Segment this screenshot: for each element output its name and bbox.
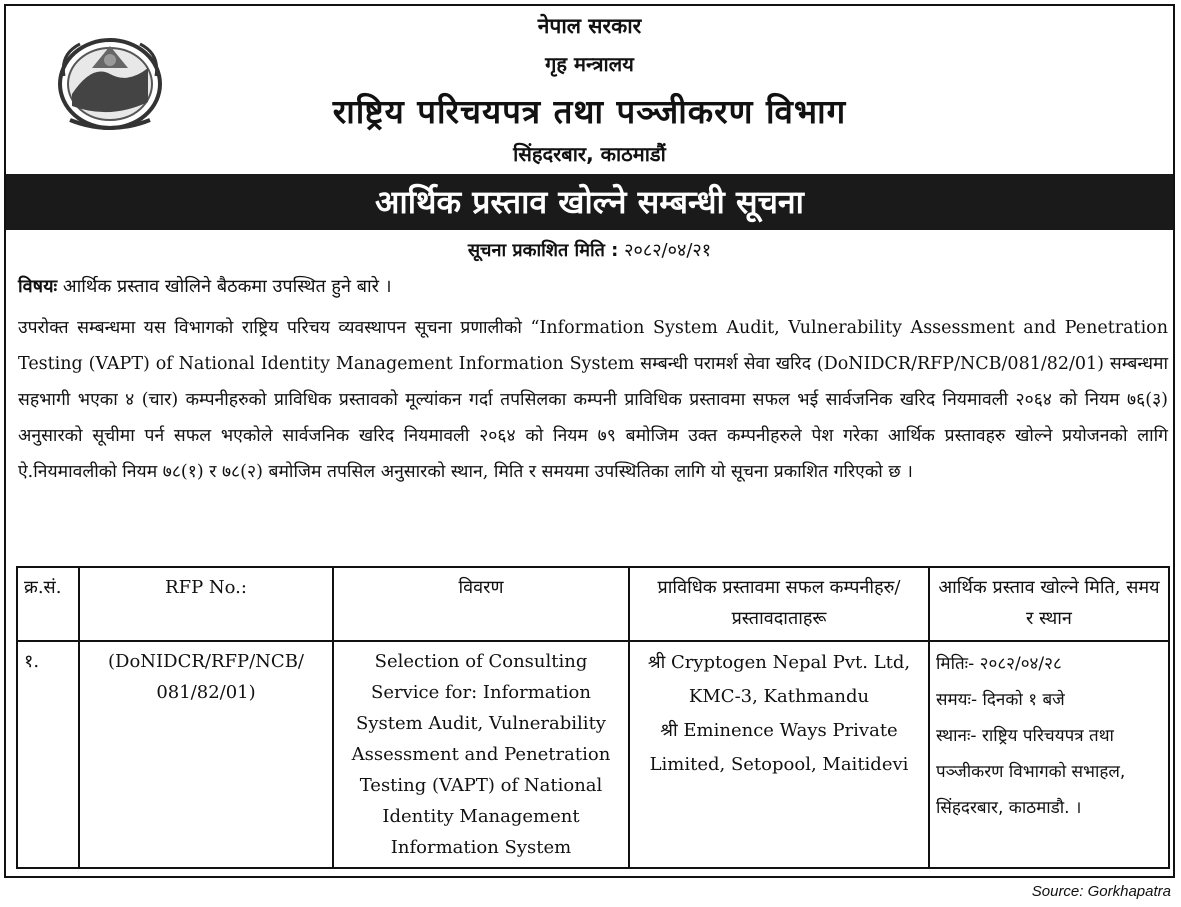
- notice-header: [6, 6, 1173, 174]
- subject-text: आर्थिक प्रस्ताव खोलिने बैठकमा उपस्थित हुने बारे ।: [57, 276, 392, 297]
- department-address: सिंहदरबार, काठमाडौं: [513, 142, 666, 166]
- row-companies: [629, 641, 929, 868]
- table-row: [17, 641, 1169, 868]
- row-rfp: (DoNIDCR/RFP/NCB/ 081/82/01): [79, 641, 333, 868]
- row-description: Selection of Consulting Service for: Information System Audit, Vulnerability Assessment and Penetration Testing (VAPT) of National Identity Management Information System: [333, 641, 629, 868]
- company-2: श्री Eminence Ways Private Limited, Setopool, Maitidevi: [649, 720, 909, 775]
- header-opening: आर्थिक प्रस्ताव खोल्ने मिति, समय र स्थान: [929, 567, 1169, 641]
- header-description: विवरण: [333, 567, 629, 641]
- published-date-label: सूचना प्रकाशित मिति :: [467, 240, 619, 261]
- table-header-row: [17, 567, 1169, 641]
- published-date-line: [6, 238, 1173, 262]
- opening-time: समयः- दिनको १ बजे: [936, 690, 1065, 710]
- source-credit: Source: Gorkhapatra: [1031, 883, 1171, 900]
- ministry-name: गृह मन्त्रालय: [545, 52, 634, 76]
- header-companies: प्राविधिक प्रस्तावमा सफल कम्पनीहरु/प्रस्तावदाताहरू: [629, 567, 929, 641]
- opening-place: स्थानः- राष्ट्रिय परिचयपत्र तथा पञ्जीकरण विभागको सभाहल,: [936, 726, 1126, 782]
- row-opening: [929, 641, 1169, 868]
- row-sn: १.: [17, 641, 79, 868]
- company-1: श्री Cryptogen Nepal Pvt. Ltd, KMC-3, Kathmandu: [647, 652, 911, 707]
- notice-title-banner: आर्थिक प्रस्ताव खोल्ने सम्बन्धी सूचना: [6, 174, 1173, 230]
- opening-schedule-table: [16, 566, 1170, 869]
- header-sn: क्र.सं.: [17, 567, 79, 641]
- opening-date: मितिः- २०८२/०४/२८: [936, 654, 1062, 674]
- header-rfp: RFP No.:: [79, 567, 333, 641]
- notice-body: उपरोक्त सम्बन्धमा यस विभागको राष्ट्रिय परिचय व्यवस्थापन सूचना प्रणालीको “Information System Audit, Vulnerability Assessment and Penetration Testing (VAPT) of National Identity Management Information System सम्बन्धी परामर्श सेवा खरिद (DoNIDCR/RFP/NCB/081/82/01) सम्बन्धमा सहभागी भएका ४ (चार) कम्पनीहरुको प्राविधिक प्रस्तावको मूल्यांकन गर्दा तपसिलका कम्पनी प्राविधिक प्रस्तावमा सफल भई सार्वजनिक खरिद नियमावली २०६४ को नियम ७६(३) अनुसारको सूचीमा पर्न सफल भएकोले सार्वजनिक खरिद नियमावली २०६४ को नियम ७९ बमोजिम उक्त कम्पनीहरुले पेश गरेका आर्थिक प्रस्तावहरु खोल्ने प्रयोजनको लागि ऐ.नियमावलीको नियम ७८(१) र ७८(२) बमोजिम तपसिल अनुसारको स्थान, मिति र समयमा उपस्थितिका लागि यो सूचना प्रकाशित गरिएको छ ।: [18, 318, 1168, 482]
- subject-line: [18, 274, 1168, 298]
- opening-place-address: सिंहदरबार, काठमाडौ. ।: [936, 798, 1082, 818]
- government-name: नेपाल सरकार: [537, 14, 642, 38]
- department-name: राष्ट्रिय परिचयपत्र तथा पञ्जीकरण विभाग: [332, 92, 847, 131]
- published-date: २०८२/०४/२१: [624, 240, 712, 261]
- subject-label: विषयः: [18, 276, 58, 297]
- notice-frame: [4, 4, 1175, 878]
